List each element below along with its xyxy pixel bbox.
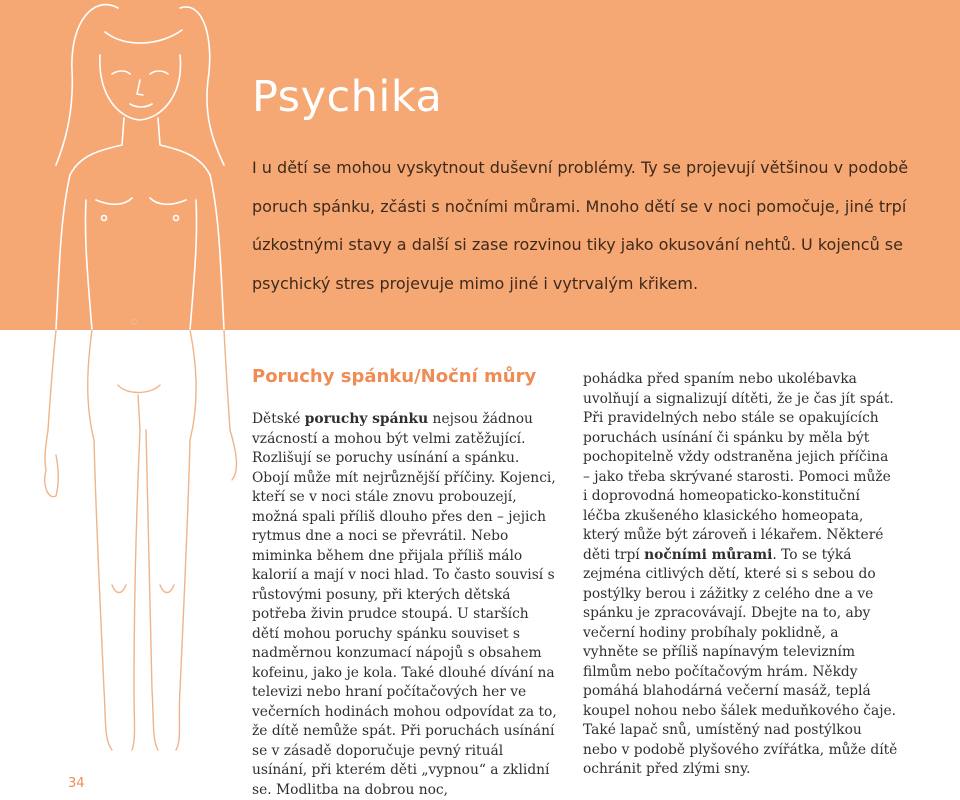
bold-term: poruchy spánku [304, 411, 429, 427]
page-title: Psychika [252, 72, 443, 122]
page-number: 34 [68, 776, 85, 791]
text-run: pohádka před spaním nebo ukolébavka uvolňují a signalizují dítěti, že je čas jít spát. Při pravidelných nebo stále se opakujících poruchách usínání či spánku by měla být pochopitelně vždy odstraněna jejich příčina – jako třeba skrývané starosti. Pomoci může i doprovodná homeopaticko-konstituční léčba zkušeného klasického homeopata, který může být zároveň i lékařem. Některé děti trpí [583, 371, 894, 563]
text-run: nejsou žádnou vzácností a mohou být velmi zatěžující. Rozlišují se poruchy usínání a spánku. Obojí může mít nejrůznější příčiny. Kojenci, kteří se v noci stále znovu probouzejí, možná spali příliš dlouho přes den – jejich rytmus dne a noci se převrátil. Nebo miminka během dne přijala příliš málo kalorií a mají v noci hlad. To často souvisí s růstovými posuny, při kterých dětská potřeba živin prudce stoupá. U starších dětí mohou poruchy spánku souviset s nadměrnou konzumací nápojů s obsahem kofeinu, jako je kola. Také dlouhé dívání na televizi nebo hraní počítačových her ve večerních hodinách mohou odpovídat za to, že dítě nemůže spát. Při poruchách usínání se v zásadě doporučuje pevný rituál usínání, při kterém děti „vypnou“ a zklidní se. Modlitba na dobrou noc, [252, 411, 557, 798]
child-figure-illustration [0, 0, 260, 794]
figure-outline-upper [56, 5, 224, 330]
intro-paragraph: I u dětí se mohou vyskytnout duševní problémy. Ty se projevují většinou v podobě poruch spánku, zčásti s nočními můrami. Mnoho dětí se v noci pomočuje, jiné trpí úzkostnými stavy a další si zase rozvinou tiky jako okusování nehtů. U kojenců se psychický stres projevuje mimo jiné i vytrvalým křikem. [252, 158, 909, 293]
figure-outline-lower [45, 320, 237, 751]
bold-term: nočními můrami [644, 546, 773, 563]
text-run: Dětské [252, 411, 305, 427]
body-column-left [252, 410, 557, 800]
body-column-right [583, 370, 898, 780]
text-run: . To se týká zejména citlivých dětí, které si s sebou do postýlky berou i zážitky z celého dne a ve spánku je zpracovávají. Dbejte na to, aby večerní hodiny probíhaly poklidně, a vyhněte se příliš napínavým televizním filmům nebo počítačovým hrám. Někdy pomáhá blahodárná večerní masáž, teplá koupel nohou nebo šálek meduňkového čaje. Také lapač snů, umístěný nad postýlkou nebo v podobě plyšového zvířátka, může dítě ochránit před zlými sny. [583, 546, 898, 777]
section-heading: Poruchy spánku/Noční můry [252, 366, 537, 387]
